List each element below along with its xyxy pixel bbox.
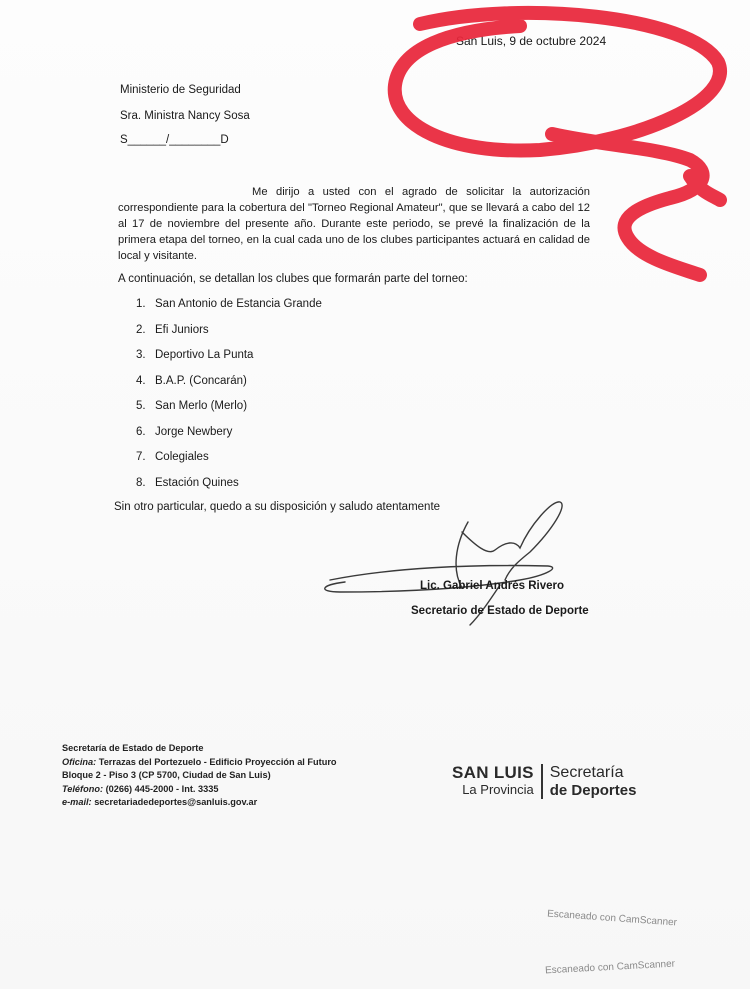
list-item-club: San Merlo (Merlo) — [155, 400, 248, 412]
list-item-number: 3. — [136, 349, 146, 361]
logo-left — [452, 764, 543, 799]
list-item-number: 6. — [136, 425, 146, 438]
list-item-club: San Antonio de Estancia Grande — [155, 298, 322, 310]
recipient-salutation-blank: S______/________D — [120, 134, 229, 146]
list-item-club: Estación Quines — [155, 476, 239, 489]
footer-org: Secretaría de Estado de Deporte — [62, 743, 204, 753]
footer-email-address: secretariadedeportes@sanluis.gov.ar — [94, 797, 258, 807]
red-scribble — [395, 13, 720, 275]
logo-la-provincia: La Provincia — [462, 782, 534, 797]
footer-phone-number: (0266) 445-2000 - Int. 3335 — [105, 783, 219, 794]
list-item-club: Efi Juniors — [155, 323, 209, 336]
footer-office-line2: Bloque 2 - Piso 3 (CP 5700, Ciudad de San Luis) — [62, 770, 271, 780]
list-item-number: 4. — [136, 374, 146, 387]
list-item-club: Colegiales — [155, 451, 209, 463]
logo-de-deportes: de Deportes — [549, 782, 637, 799]
list-item-number: 7. — [136, 451, 146, 463]
logo-secretaria: Secretaría — [549, 764, 624, 781]
logo-right — [543, 764, 637, 799]
signer-name: Lic. Gabriel Andrés Rivero — [420, 580, 565, 592]
list-item-number: 1. — [136, 298, 146, 310]
list-item-number: 5. — [136, 400, 146, 412]
san-luis-deportes-logo — [452, 764, 636, 799]
request-paragraph-text: Me dirijo a usted con el agrado de solicitar la autorización correspondiente para la cobertura del "Torneo Regional Amateur", que se llevará a cabo del 12 al 17 de noviembre del presente año. Durante este periodo, se prevé la finalización de la primera etapa del torneo, en la cual cada uno de los clubes participantes actuará en calidad de local y visitante. — [118, 186, 590, 262]
footer-contact — [62, 742, 337, 810]
closing-line: Sin otro particular, quedo a su disposición y saludo atentamente — [114, 501, 441, 513]
list-item-club: Deportivo La Punta — [155, 349, 254, 361]
signer-role: Secretario de Estado de Deporte — [411, 605, 589, 617]
footer-phone-label: Teléfono: — [62, 783, 103, 794]
footer-office-label: Oficina: — [62, 756, 97, 767]
clubs-intro: A continuación, se detallan los clubes que formarán parte del torneo: — [118, 273, 468, 285]
letter-date: San Luis, 9 de octubre 2024 — [456, 34, 607, 48]
logo-san-luis: SAN LUIS — [452, 763, 534, 782]
camscanner-watermark: Escaneado con CamScanner — [544, 958, 676, 977]
footer-email — [62, 796, 337, 810]
recipient-minister: Sra. Ministra Nancy Sosa — [120, 110, 250, 122]
list-item-number: 2. — [136, 323, 146, 336]
list-item-club: B.A.P. (Concarán) — [155, 374, 247, 387]
footer-phone — [62, 783, 337, 797]
list-item-number: 8. — [136, 476, 146, 489]
footer-email-label: e-mail: — [62, 797, 92, 807]
recipient-ministry: Ministerio de Seguridad — [120, 84, 241, 96]
camscanner-watermark: Escaneado con CamScanner — [546, 908, 678, 929]
list-item-club: Jorge Newbery — [155, 425, 233, 438]
footer-office-line1: Terrazas del Portezuelo - Edificio Proyección al Futuro — [98, 756, 337, 767]
footer-office — [62, 756, 337, 770]
